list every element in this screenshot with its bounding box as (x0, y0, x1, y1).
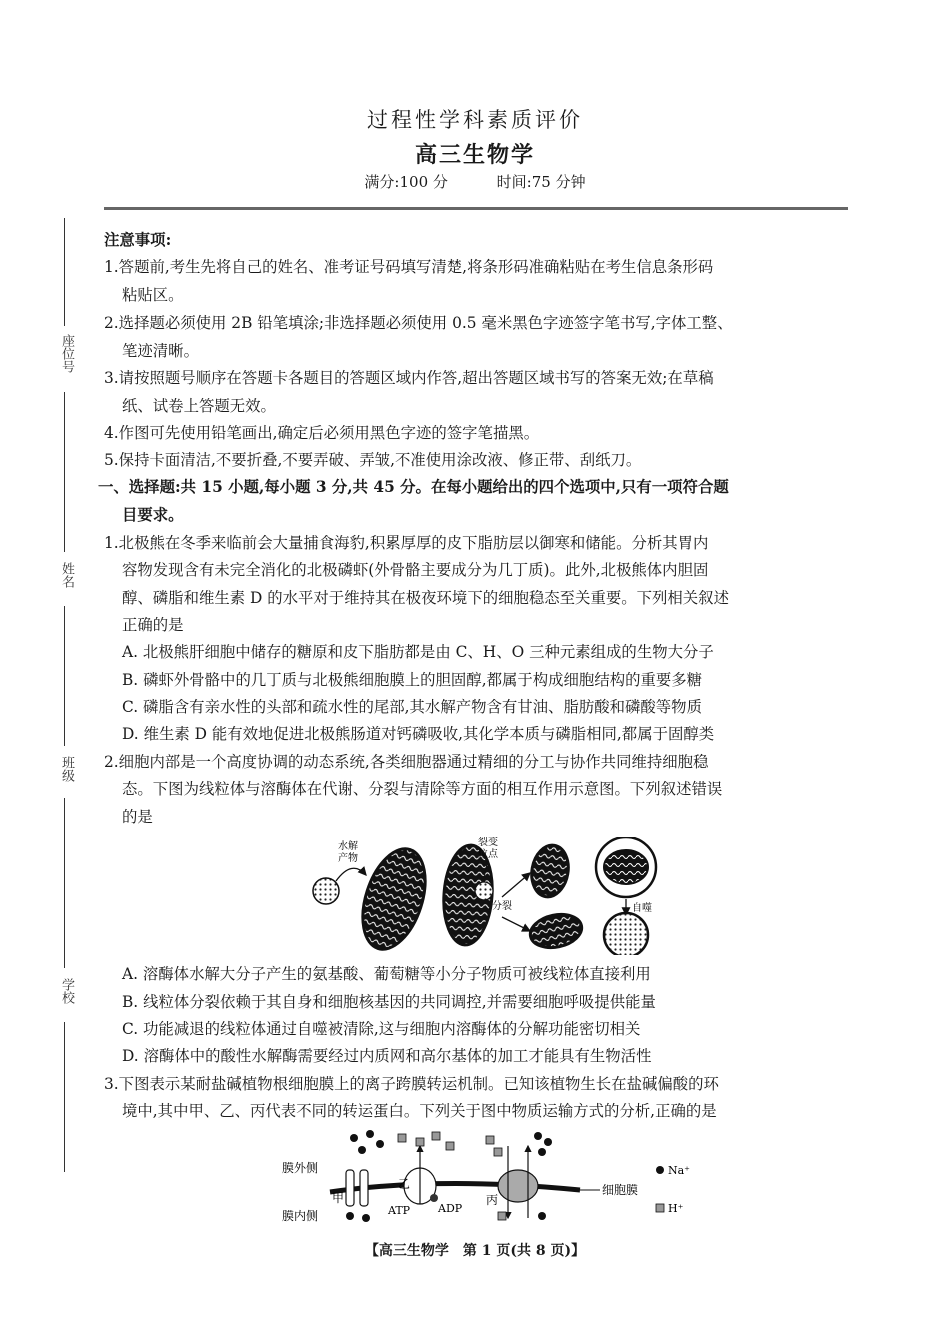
q2-option-c: C. 功能减退的线粒体通过自噬被清除,这与细胞内溶酶体的分解功能密切相关 (122, 1020, 641, 1038)
inside-label: 膜内侧 (282, 1209, 319, 1223)
na-ion (538, 1148, 546, 1156)
channel-jia (360, 1170, 368, 1206)
seat-number-label: 座位号 (59, 334, 74, 373)
exam-subject: 高三生物学 (414, 142, 535, 168)
q1-stem: 容物发现含有未完全消化的北极磷虾(外骨骼主要成分为几丁质)。此外,北极熊体内胆固 (122, 561, 709, 579)
notice-item-cont: 笔迹清晰。 (122, 342, 199, 360)
h-legend-label: H⁺ (668, 1202, 684, 1215)
channel-jia (346, 1170, 354, 1206)
q3-stem: 境中,其中甲、乙、丙代表不同的转运蛋白。下列关于图中物质运输方式的分析,正确的是 (122, 1102, 717, 1120)
time-limit: 时间:75 分钟 (496, 173, 586, 191)
lysosome (475, 882, 493, 900)
q1-option-d: D. 维生素 D 能有效地促进北极熊肠道对钙磷吸收,其化学本质与磷脂相同,都属于固醇类 (122, 725, 715, 743)
yi-label: 乙 (398, 1177, 411, 1191)
arrow (502, 917, 530, 931)
ion-transport-figure (280, 1128, 700, 1228)
binding-line (64, 218, 65, 326)
exam-title: 过程性学科素质评价 (367, 108, 583, 132)
h-ion (494, 1148, 502, 1156)
q3-stem: 3.下图表示某耐盐碱植物根细胞膜上的离子跨膜转运机制。已知该植物生长在盐碱偏酸的环 (104, 1075, 719, 1093)
bing-label: 丙 (486, 1193, 499, 1207)
notice-item: 1.答题前,考生先将自己的姓名、准考证号码填写清楚,将条形码准确粘贴在考生信息条形码 (104, 258, 714, 276)
arrow (336, 868, 366, 881)
q1-stem: 醇、磷脂和维生素 D 的水平对于维持其在极夜环境下的细胞稳态至关重要。下列相关叙述 (122, 589, 729, 607)
fission-site-label: 裂变 (478, 837, 498, 848)
q2-stem: 态。下图为线粒体与溶酶体在代谢、分裂与清除等方面的相互作用示意图。下列叙述错误 (122, 780, 723, 798)
section-heading: 一、选择题:共 15 小题,每小题 3 分,共 45 分。在每小题给出的四个选项中,只有一项符合题 (98, 478, 729, 496)
na-ion (544, 1138, 552, 1146)
jia-label: 甲 (332, 1191, 345, 1205)
h-ion (398, 1134, 406, 1142)
notice-item: 3.请按照题号顺序在答题卡各题目的答题区域内作答,超出答题区域书写的答案无效;在草稿 (104, 369, 714, 387)
membrane-label: 细胞膜 (602, 1183, 639, 1197)
q1-option-a: A. 北极熊肝细胞中储存的糖原和皮下脂肪都是由 C、H、O 三种元素组成的生物大分子 (122, 643, 714, 661)
na-legend-label: Na⁺ (668, 1164, 690, 1177)
na-ion (534, 1132, 542, 1140)
adp-label: ADP (438, 1202, 463, 1215)
mitochondria-lysosome-figure (308, 837, 668, 955)
na-ion (358, 1146, 366, 1154)
na-ion (376, 1140, 384, 1148)
hydrolysis-label: 水解 (338, 841, 358, 852)
name-label: 姓名 (59, 562, 74, 588)
atp-label: ATP (388, 1204, 411, 1217)
binding-line (64, 1022, 65, 1172)
na-ion (346, 1212, 354, 1220)
notice-item-cont: 粘贴区。 (122, 286, 184, 304)
mitochondrion (351, 841, 436, 955)
na-ion (366, 1130, 374, 1138)
q1-stem: 正确的是 (122, 616, 184, 634)
q2-option-d: D. 溶酶体中的酸性水解酶需要经过内质网和高尔基体的加工才能具有生物活性 (122, 1047, 652, 1065)
notice-item: 5.保持卡面清洁,不要折叠,不要弄破、弄皱,不准使用涂改液、修正带、刮纸刀。 (104, 451, 642, 469)
class-label: 班级 (59, 756, 74, 782)
autophagy-label: 自噬 (632, 903, 652, 914)
na-ion (350, 1134, 358, 1142)
q2-stem: 2.细胞内部是一个高度协调的动态系统,各类细胞器通过精细的分工与协作共同维持细胞稳 (104, 753, 709, 771)
damaged-mitochondrion (604, 850, 648, 884)
daughter-mitochondrion (528, 842, 572, 899)
h-ion (486, 1136, 494, 1144)
page-footer: 【高三生物学 第 1 页(共 8 页)】 (364, 1243, 586, 1259)
q1-option-c: C. 磷脂含有亲水性的头部和疏水性的尾部,其水解产物含有甘油、脂肪酸和磷酸等物质 (122, 698, 702, 716)
lysosome (313, 878, 339, 904)
fission-label: 分裂 (492, 901, 512, 912)
q2-option-a: A. 溶酶体水解大分子产生的氨基酸、葡萄糖等小分子物质可被线粒体直接利用 (122, 965, 651, 983)
na-legend-marker (656, 1166, 664, 1174)
h-legend-marker (656, 1204, 664, 1212)
phosphate (430, 1194, 438, 1202)
notice-heading: 注意事项: (104, 231, 172, 249)
na-ion (362, 1214, 370, 1222)
h-ion (446, 1142, 454, 1150)
notice-item-cont: 纸、试卷上答题无效。 (122, 397, 276, 415)
outside-label: 膜外侧 (282, 1161, 319, 1175)
school-label: 学校 (59, 978, 74, 1004)
h-ion (498, 1212, 506, 1220)
full-score: 满分:100 分 (364, 173, 448, 191)
arrow (502, 873, 530, 897)
h-ion (416, 1138, 424, 1146)
q1-stem: 1.北极熊在冬季来临前会大量捕食海豹,积累厚厚的皮下脂肪层以御寒和储能。分析其胃内 (104, 534, 709, 552)
fission-site-label: 位点 (478, 849, 498, 860)
notice-item: 4.作图可先使用铅笔画出,确定后必须用黑色字迹的签字笔描黑。 (104, 424, 540, 442)
notice-item: 2.选择题必须使用 2B 铅笔填涂;非选择题必须使用 0.5 毫米黑色字迹签字笔书写,字体工整、 (104, 314, 733, 332)
binding-line (64, 392, 65, 552)
binding-line (64, 606, 65, 746)
hydrolysis-label: 产物 (338, 853, 358, 864)
q2-stem: 的是 (122, 808, 153, 826)
autolysosome (604, 913, 648, 955)
carrier-bing (498, 1170, 538, 1202)
daughter-mitochondrion (527, 910, 585, 952)
q2-option-b: B. 线粒体分裂依赖于其自身和细胞核基因的共同调控,并需要细胞呼吸提供能量 (122, 993, 656, 1011)
binding-line (64, 798, 65, 968)
na-ion (538, 1212, 546, 1220)
q1-option-b: B. 磷虾外骨骼中的几丁质与北极熊细胞膜上的胆固醇,都属于构成细胞结构的重要多糖 (122, 671, 703, 689)
section-heading-cont: 目要求。 (122, 506, 184, 524)
h-ion (432, 1132, 440, 1140)
